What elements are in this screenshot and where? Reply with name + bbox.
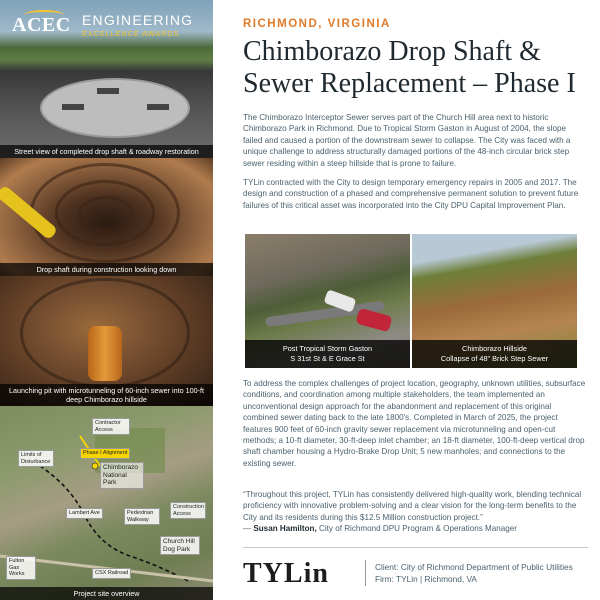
map-label-contractor-access: Contractor Access: [92, 418, 130, 435]
body-paragraph: TYLin contracted with the City to design temporary emergency repairs in 2005 and 2017. The design and construction of a phased and comprehensive permanent solution to prevent future failures of this critical asset was incorporated into the City DPU Capital Improvement Plan.: [243, 178, 579, 210]
photo-drop-shaft-construction: [0, 158, 213, 276]
body-paragraph: The Chimborazo Interceptor Sewer serves part of the Church Hill area next to historic Chimborazo Park in Richmond. Due to Tropical Storm Gaston in August of 2004, the slope failed and caused a portion of the downstream sewer to collapse. The City was faced with a unique challenge to address structurally damaged portions of the 48-inch circular brick step sewer residing within a steep hillside that is prone to failure.: [243, 113, 571, 168]
tylin-logo: TYLin: [243, 558, 329, 589]
map-label-construction-access: Construction Access: [170, 502, 206, 519]
photo-column: [0, 0, 213, 600]
photo-caption: [245, 340, 410, 368]
map-label-csx: CSX Railroad: [92, 568, 131, 579]
microtunnel-machine: [88, 326, 122, 381]
map-label-park: Chimborazo National Park: [100, 462, 144, 489]
page-title: Chimborazo Drop Shaft & Sewer Replacement – Phase I: [243, 36, 576, 99]
map-label-limits: Limits of Disturbance: [18, 450, 54, 467]
photo-caption: Drop shaft during construction looking down: [0, 263, 213, 276]
grate-icon: [97, 88, 119, 94]
attrib-dash: —: [243, 524, 254, 533]
map-label-pedestrian: Pedestrian Walkway: [124, 508, 160, 525]
photo-caption: Street view of completed drop shaft & roadway restoration: [0, 145, 213, 158]
content-column: [213, 0, 600, 600]
body-paragraph: To address the complex challenges of project location, geography, unknown utilities, subsurface conditions, and coordination among multiple stakeholders, the team implemented an unconventional design approach for the abandonment and replacement of this original combined sewer dating back to the late 1800's. Completed in March of 2025, the project features 900 feet of 60-inch gravity sewer replacement via microtunneling and open-cut methods; a 10-ft diameter, 30-ft-deep inlet chamber; an 18-ft diameter, 100-ft-deep vertical drop shaft chamber housing a Hydro-Brake Drop Unit; 5 new manholes; and connections to the existing sewer.: [243, 379, 586, 468]
testimonial-attribution: [243, 524, 517, 533]
drop-shaft-cover: [40, 78, 190, 138]
caption-line: Chimborazo Hillside: [462, 344, 527, 353]
photo-caption: Project site overview: [0, 587, 213, 600]
grate-icon: [147, 104, 169, 110]
logo-acec-text: ACEC: [12, 14, 71, 36]
firm-line: Firm: TYLin | Richmond, VA: [375, 573, 477, 584]
grate-icon: [62, 104, 84, 110]
photo-completed-drop-shaft: [0, 0, 213, 158]
client-info: [375, 562, 573, 585]
photo-launching-pit: [0, 276, 213, 406]
logo-awards-text: EXCELLENCE AWARDS: [82, 29, 180, 38]
location-kicker: RICHMOND, VIRGINIA: [243, 18, 391, 30]
caption-line: Collapse of 48" Brick Step Sewer: [440, 353, 549, 363]
caption-line: S 31st St & E Grace St: [290, 353, 365, 363]
testimonial-quote: “Throughout this project, TYLin has consistently delivered high-quality work, blending technical proficiency with innovative problem-solving and a clear vision for the long-term benefits to the City and its residents during this $12.5 Million construction project.”: [243, 490, 582, 522]
photo-caption: Launching pit with microtunneling of 60-inch sewer into 100-ft deep Chimborazo hillside: [0, 384, 213, 406]
footer-divider: [243, 547, 588, 548]
logo-engineering-text: ENGINEERING: [82, 12, 194, 28]
map-label-lambert: Lambert Ave: [66, 508, 103, 519]
attrib-role: City of Richmond DPU Program & Operations Manager: [316, 524, 517, 533]
footer-vertical-divider: [365, 560, 366, 586]
photo-site-overview-map: [0, 406, 213, 600]
map-label-phase1: Phase I Alignment: [80, 448, 130, 459]
attrib-author: Susan Hamilton,: [253, 524, 317, 533]
red-car: [356, 308, 393, 332]
photo-hillside-collapse: [412, 234, 577, 368]
photo-post-storm: [245, 234, 410, 368]
client-line: Client: City of Richmond Department of Public Utilities: [375, 562, 573, 572]
shaft-ring: [78, 196, 134, 232]
map-label-fulton: Fulton Gas Works: [6, 556, 36, 580]
map-label-church-hill: Church Hill Dog Park: [160, 536, 200, 555]
photo-caption: [412, 340, 577, 368]
caption-line: Post Tropical Storm Gaston: [282, 344, 373, 353]
